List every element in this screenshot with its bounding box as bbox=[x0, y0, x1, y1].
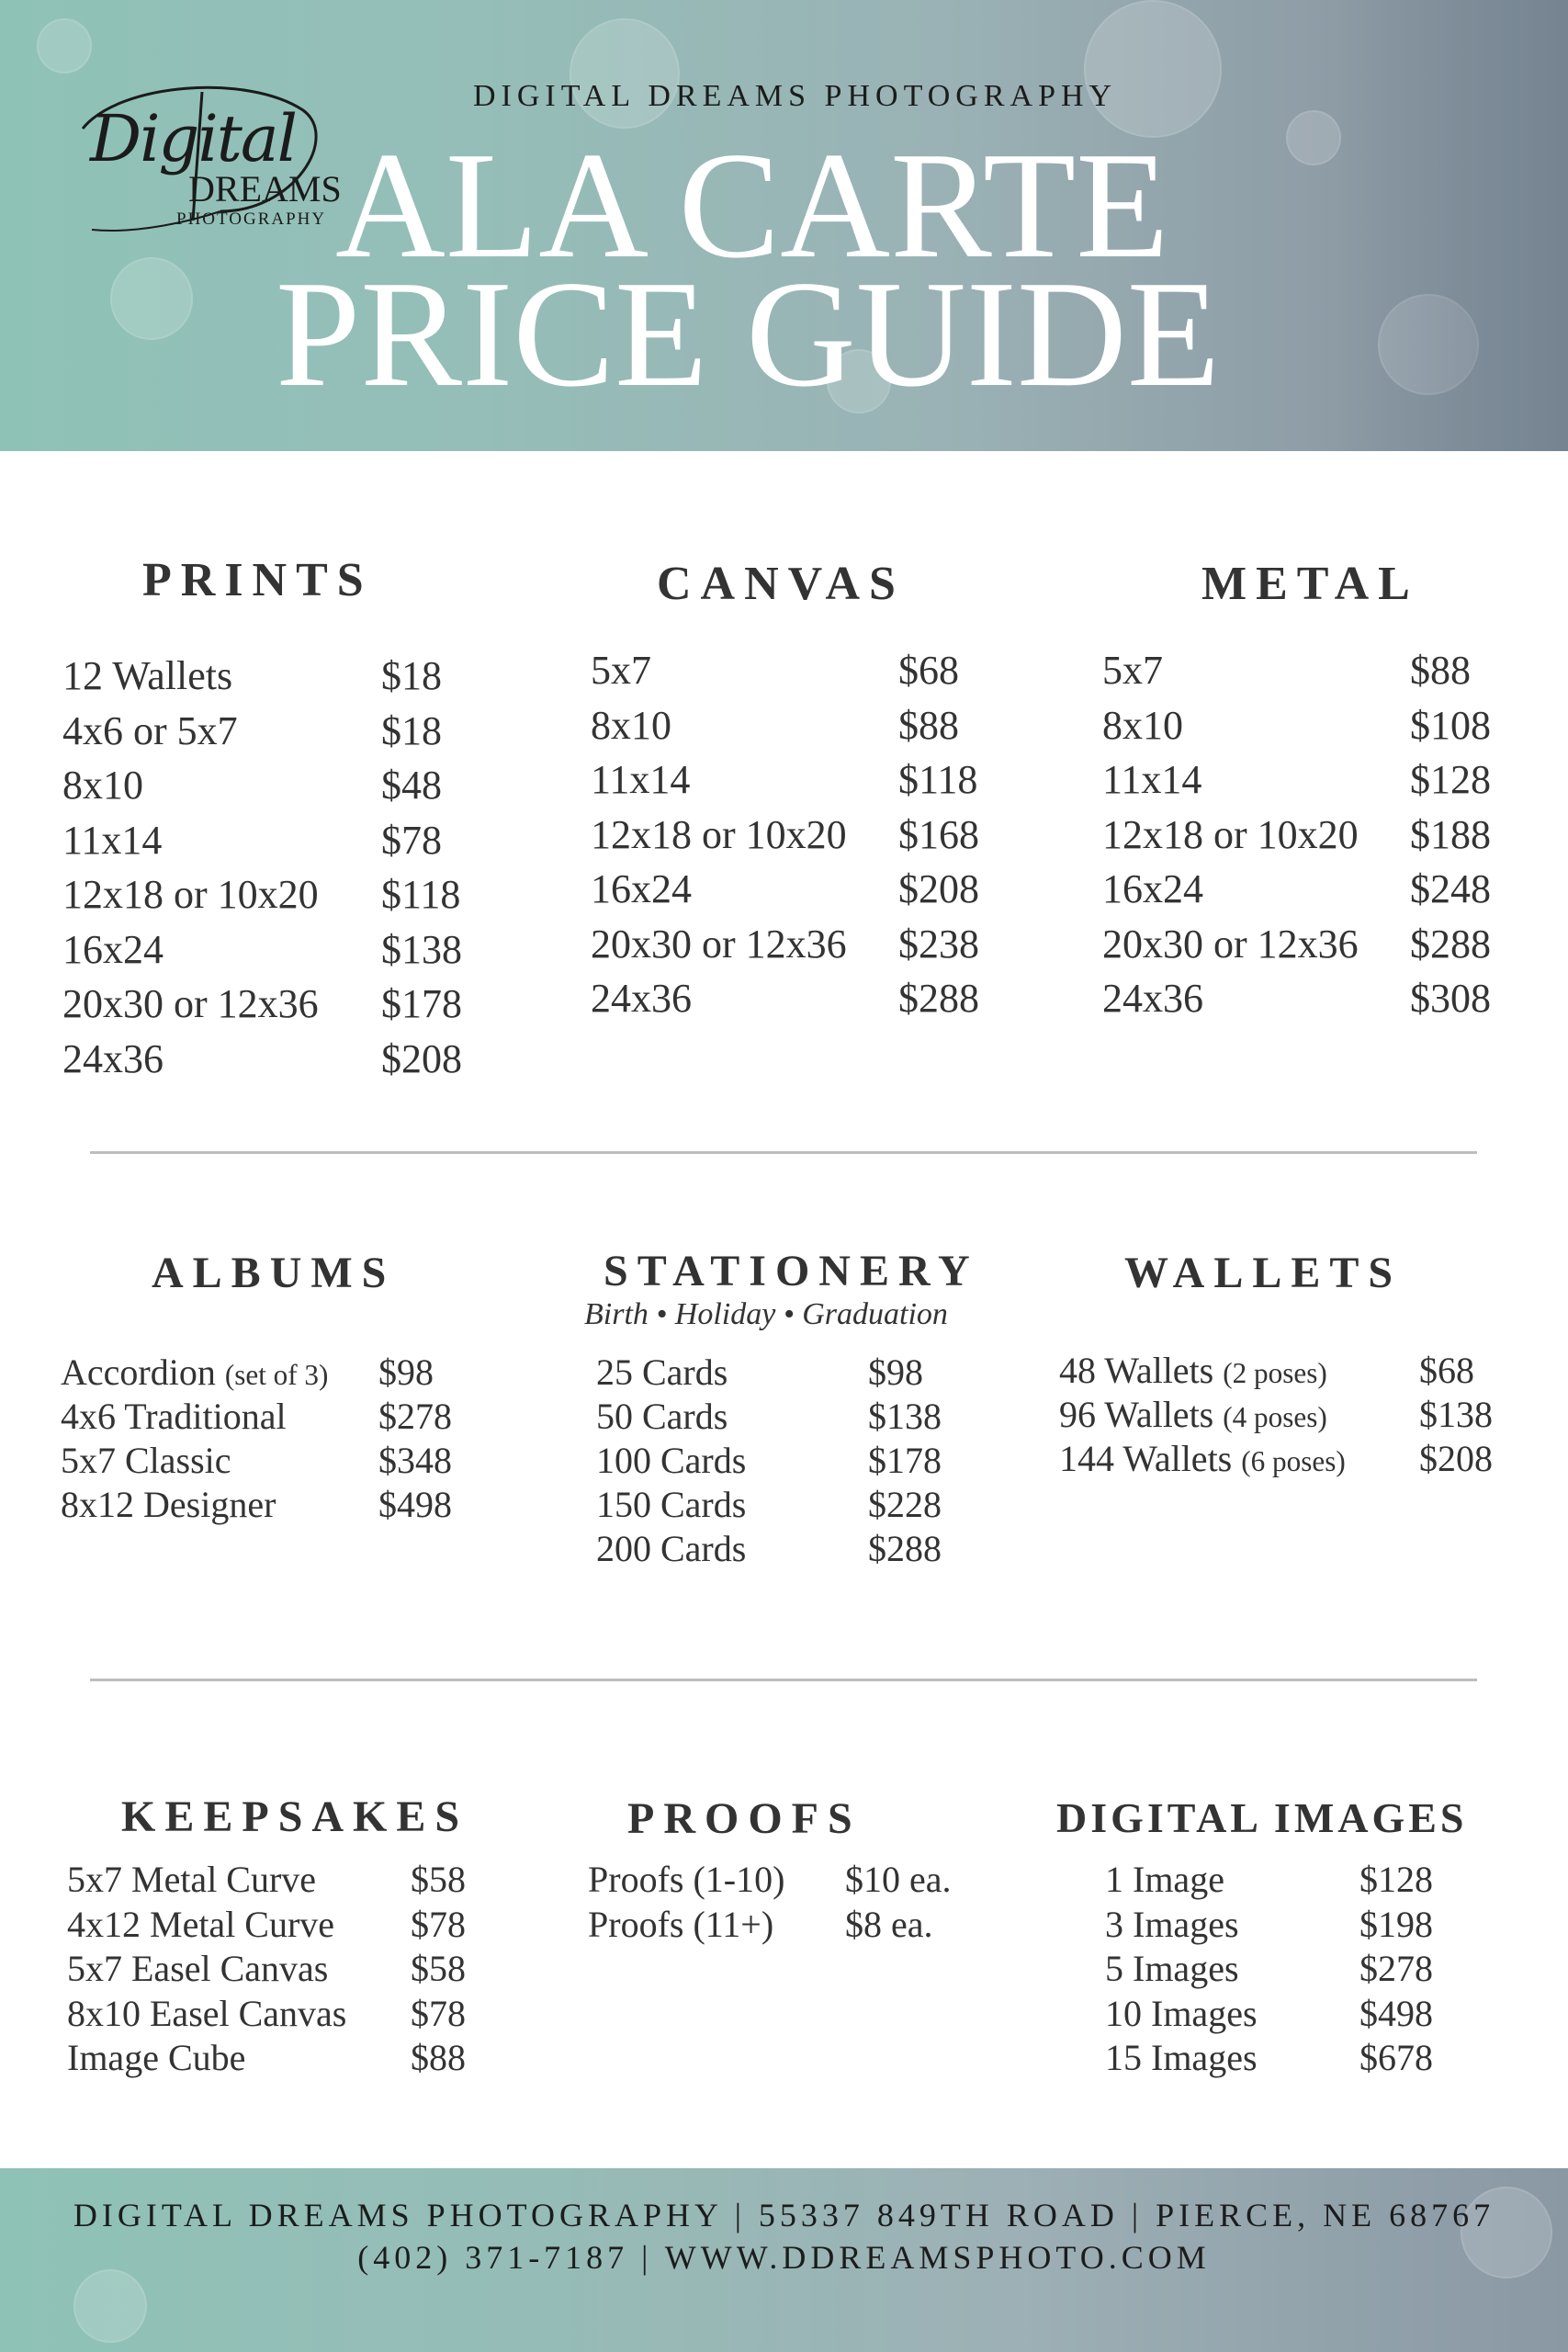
bokeh-decoration bbox=[110, 257, 193, 340]
logo-sub: PHOTOGRAPHY bbox=[176, 209, 327, 229]
item-label-text: 150 Cards bbox=[596, 1484, 747, 1525]
item-label-text: 11x14 bbox=[62, 817, 163, 863]
item-label-text: 20x30 or 12x36 bbox=[591, 921, 847, 967]
item-price: $78 bbox=[411, 1903, 466, 1945]
item-label bbox=[61, 1351, 328, 1394]
digital-section-title: DIGITAL IMAGES bbox=[1056, 1794, 1468, 1841]
item-label-text: 20x30 or 12x36 bbox=[62, 981, 319, 1026]
item-label bbox=[1105, 1858, 1224, 1901]
item-label bbox=[1102, 865, 1203, 912]
item-label bbox=[1102, 921, 1359, 967]
item-label-text: 5 Images bbox=[1105, 1948, 1239, 1989]
item-label-text: 4x12 Metal Curve bbox=[67, 1903, 335, 1945]
item-label bbox=[596, 1483, 746, 1526]
item-label-text: 24x36 bbox=[62, 1035, 164, 1081]
item-price: $248 bbox=[1410, 866, 1491, 911]
item-label bbox=[62, 980, 319, 1027]
item-price: $128 bbox=[1410, 757, 1491, 802]
item-price: $88 bbox=[411, 2037, 466, 2078]
item-label-text: 8x10 bbox=[591, 702, 671, 748]
item-price: $678 bbox=[1359, 2037, 1433, 2078]
item-label-text: 4x6 Traditional bbox=[61, 1396, 287, 1437]
item-label-text: 11x14 bbox=[591, 757, 691, 802]
item-label-text: 12 Wallets bbox=[62, 653, 233, 698]
item-price: $88 bbox=[1410, 648, 1471, 693]
header-banner bbox=[0, 0, 1568, 451]
item-price: $308 bbox=[1410, 976, 1491, 1021]
item-label bbox=[62, 1035, 164, 1082]
item-label bbox=[61, 1439, 231, 1482]
item-price: $108 bbox=[1410, 702, 1491, 748]
item-price: $78 bbox=[381, 817, 442, 863]
item-price: $228 bbox=[868, 1484, 942, 1525]
bokeh-decoration bbox=[1084, 0, 1222, 138]
item-label-text: 10 Images bbox=[1105, 1992, 1258, 2034]
item-label-text: Image Cube bbox=[67, 2037, 246, 2078]
item-price: $88 bbox=[898, 702, 959, 748]
brand-name: DIGITAL DREAMS PHOTOGRAPHY bbox=[473, 79, 1118, 113]
proofs-section-title: PROOFS bbox=[627, 1794, 862, 1843]
item-label bbox=[1102, 811, 1359, 858]
item-label-text: 8x10 Easel Canvas bbox=[67, 1992, 347, 2034]
item-label bbox=[1102, 702, 1183, 749]
item-label bbox=[1105, 1992, 1258, 2035]
logo-word: DREAMS bbox=[188, 168, 342, 209]
item-label-text: 8x10 bbox=[1102, 702, 1183, 748]
item-label bbox=[1105, 1903, 1239, 1946]
item-price: $48 bbox=[381, 763, 442, 808]
item-label bbox=[591, 756, 690, 803]
item-price: $98 bbox=[868, 1351, 923, 1393]
item-price: $208 bbox=[381, 1035, 462, 1081]
item-label bbox=[591, 975, 692, 1022]
item-label-text: 8x10 bbox=[62, 763, 143, 808]
item-label bbox=[596, 1439, 746, 1482]
item-price: $68 bbox=[1419, 1350, 1474, 1391]
item-label bbox=[62, 652, 232, 699]
item-label bbox=[62, 707, 238, 754]
item-price: $288 bbox=[868, 1528, 942, 1569]
item-label-text: 16x24 bbox=[1102, 866, 1203, 911]
item-label bbox=[1059, 1393, 1327, 1436]
item-label-text: 50 Cards bbox=[596, 1396, 728, 1437]
item-label-text: 5x7 Easel Canvas bbox=[67, 1948, 329, 1989]
stationery-subtitle: Birth • Holiday • Graduation bbox=[584, 1297, 948, 1331]
item-note: (2 poses) bbox=[1223, 1357, 1327, 1389]
item-label bbox=[591, 811, 847, 858]
item-label bbox=[62, 871, 319, 918]
item-price: $10 ea. bbox=[845, 1859, 952, 1900]
item-price: $498 bbox=[1359, 1992, 1433, 2034]
item-price: $68 bbox=[898, 648, 959, 693]
item-price: $78 bbox=[411, 1992, 466, 2034]
item-price: $348 bbox=[378, 1440, 452, 1481]
item-label bbox=[1105, 2036, 1258, 2079]
item-label-text: 5x7 bbox=[1102, 648, 1163, 693]
item-label-text: 12x18 or 10x20 bbox=[62, 872, 319, 917]
item-label-text: 96 Wallets bbox=[1059, 1394, 1214, 1435]
item-label bbox=[62, 817, 162, 864]
item-label-text: 15 Images bbox=[1105, 2037, 1258, 2078]
item-price: $498 bbox=[378, 1484, 452, 1525]
item-label-text: Accordion bbox=[61, 1351, 216, 1393]
bokeh-decoration bbox=[73, 2269, 147, 2343]
item-label-text: Proofs (1-10) bbox=[588, 1859, 785, 1900]
item-label bbox=[591, 921, 847, 967]
canvas-section-title: CANVAS bbox=[657, 558, 905, 610]
item-price: $128 bbox=[1359, 1859, 1433, 1900]
item-label-text: Proofs (11+) bbox=[588, 1903, 774, 1945]
item-price: $138 bbox=[1419, 1394, 1493, 1435]
item-price: $178 bbox=[868, 1440, 942, 1481]
item-label bbox=[591, 865, 692, 912]
item-label bbox=[61, 1395, 287, 1438]
item-label bbox=[596, 1351, 728, 1394]
item-label bbox=[62, 926, 164, 973]
item-label bbox=[596, 1395, 728, 1438]
item-note: (set of 3) bbox=[224, 1359, 329, 1391]
item-price: $208 bbox=[1419, 1438, 1493, 1479]
item-price: $288 bbox=[898, 976, 979, 1021]
item-price: $18 bbox=[381, 707, 442, 753]
item-label-text: 144 Wallets bbox=[1059, 1438, 1233, 1479]
item-label bbox=[67, 1903, 334, 1946]
item-price: $178 bbox=[381, 981, 462, 1026]
albums-section-title: ALBUMS bbox=[152, 1249, 396, 1297]
item-price: $58 bbox=[411, 1948, 466, 1989]
item-label bbox=[67, 1947, 328, 1990]
item-label bbox=[67, 1992, 346, 2035]
footer-address: DIGITAL DREAMS PHOTOGRAPHY | 55337 849TH ROAD | PIERCE, NE 68767 bbox=[73, 2197, 1495, 2233]
item-label bbox=[591, 702, 671, 749]
item-label bbox=[67, 1858, 316, 1901]
item-label-text: 24x36 bbox=[591, 976, 692, 1021]
item-price: $118 bbox=[381, 872, 461, 917]
footer-contact: (402) 371-7187 | WWW.DDREAMSPHOTO.COM bbox=[357, 2239, 1211, 2276]
item-price: $18 bbox=[381, 653, 442, 698]
item-label-text: 3 Images bbox=[1105, 1903, 1239, 1945]
item-price: $118 bbox=[898, 757, 978, 802]
logo-script: Digital bbox=[90, 101, 296, 176]
item-label-text: 20x30 or 12x36 bbox=[1102, 921, 1359, 967]
item-label bbox=[591, 647, 651, 694]
item-price: $8 ea. bbox=[845, 1903, 933, 1945]
item-note: (4 poses) bbox=[1223, 1401, 1327, 1433]
item-label bbox=[1059, 1437, 1346, 1480]
item-label-text: 100 Cards bbox=[596, 1440, 747, 1481]
item-label-text: 16x24 bbox=[62, 926, 164, 972]
item-price: $138 bbox=[381, 926, 462, 972]
item-label bbox=[62, 762, 143, 808]
item-label-text: 16x24 bbox=[591, 866, 692, 911]
logo bbox=[64, 74, 342, 248]
item-label bbox=[596, 1527, 746, 1570]
item-price: $198 bbox=[1359, 1903, 1433, 1945]
item-label-text: 5x7 bbox=[591, 648, 651, 693]
item-price: $188 bbox=[1410, 811, 1491, 857]
item-label-text: 12x18 or 10x20 bbox=[1102, 811, 1359, 857]
item-label bbox=[1102, 756, 1201, 803]
item-price: $288 bbox=[1410, 921, 1491, 967]
keepsakes-section-title: KEEPSAKES bbox=[121, 1792, 469, 1841]
item-label-text: 200 Cards bbox=[596, 1528, 747, 1569]
item-label bbox=[1059, 1349, 1327, 1392]
item-note: (6 poses) bbox=[1241, 1445, 1346, 1477]
item-label bbox=[67, 2036, 245, 2079]
item-label bbox=[588, 1858, 784, 1901]
bokeh-decoration bbox=[37, 18, 92, 74]
item-label-text: 24x36 bbox=[1102, 976, 1203, 1021]
prints-section-title: PRINTS bbox=[142, 554, 373, 606]
item-price: $208 bbox=[898, 866, 979, 911]
item-label-text: 12x18 or 10x20 bbox=[591, 811, 847, 857]
divider bbox=[90, 1151, 1477, 1154]
header-shade bbox=[1329, 0, 1568, 451]
page-title-line2: PRICE GUIDE bbox=[276, 249, 1221, 418]
item-label bbox=[1102, 975, 1203, 1022]
item-label-text: 4x6 or 5x7 bbox=[62, 707, 238, 753]
item-price: $278 bbox=[378, 1396, 452, 1437]
metal-section-title: METAL bbox=[1201, 558, 1419, 610]
item-label-text: 48 Wallets bbox=[1059, 1350, 1214, 1391]
item-price: $278 bbox=[1359, 1948, 1433, 1989]
stationery-section-title: STATIONERY bbox=[604, 1247, 979, 1295]
footer-banner bbox=[0, 2168, 1568, 2352]
item-label bbox=[61, 1483, 276, 1526]
item-label-text: 11x14 bbox=[1102, 757, 1202, 802]
item-price: $168 bbox=[898, 811, 979, 857]
item-price: $238 bbox=[898, 921, 979, 967]
item-label bbox=[1102, 647, 1163, 694]
page-title-line1: ALA CARTE bbox=[335, 120, 1169, 289]
divider bbox=[90, 1679, 1477, 1681]
item-price: $138 bbox=[868, 1396, 942, 1437]
item-label bbox=[588, 1903, 773, 1946]
item-label bbox=[1105, 1947, 1239, 1990]
item-label-text: 8x12 Designer bbox=[61, 1484, 276, 1525]
item-label-text: 25 Cards bbox=[596, 1351, 728, 1393]
item-price: $58 bbox=[411, 1859, 466, 1900]
item-price: $98 bbox=[378, 1351, 434, 1393]
item-label-text: 5x7 Metal Curve bbox=[67, 1859, 317, 1900]
item-label-text: 1 Image bbox=[1105, 1859, 1224, 1900]
item-label-text: 5x7 Classic bbox=[61, 1440, 231, 1481]
wallets-section-title: WALLETS bbox=[1124, 1249, 1403, 1297]
